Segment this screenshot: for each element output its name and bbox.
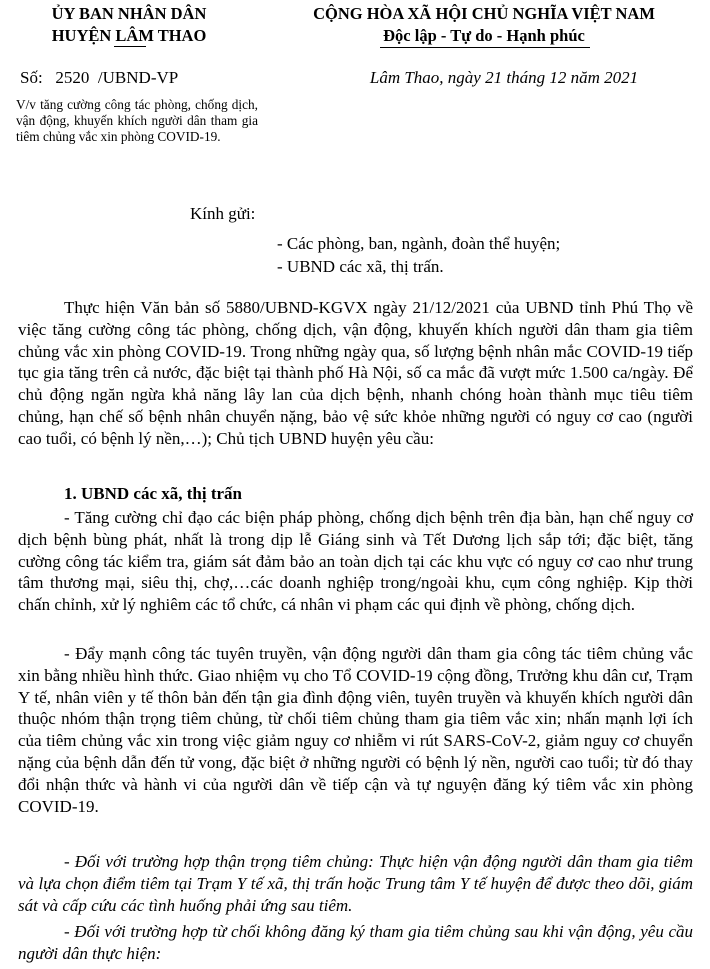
recipient-item: - Các phòng, ban, ngành, đoàn thể huyện; <box>277 234 561 253</box>
issuing-agency <box>18 3 240 47</box>
recipient-item: - UBND các xã, thị trấn. <box>277 257 444 276</box>
motto-underline <box>380 47 590 48</box>
intro-paragraph: Thực hiện Văn bản số 5880/UBND-KGVX ngày 21/12/2021 của UBND tỉnh Phú Thọ về việc tăng cường công tác phòng, chống dịch, vận động, khuyến khích người dân tham gia tiêm chủng vắc xin phòng COVID-19. Trong những ngày qua, số lượng bệnh nhân mắc COVID-19 tiếp tục gia tăng trên cả nước, đặc biệt tại thành phố Hà Nội, số ca mắc đã vượt mức 1.500 ca/ngày. Để chủ động ngăn ngừa khả năng lây lan của dịch bệnh, nhanh chóng hoàn thành mục tiêu tiêm chủng, hạn chế số bệnh nhân chuyển nặng, bảo vệ sức khỏe những người có nguy cơ cao (người cao tuổi, có bệnh lý nền,…); Chủ tịch UBND huyện yêu cầu: <box>18 298 693 448</box>
motto: Độc lập - Tự do - Hạnh phúc <box>383 26 585 45</box>
instruction-paragraph: - Tăng cường chỉ đạo các biện pháp phòng, chống dịch bệnh trên địa bàn, hạn chế nguy cơ dịch bệnh bùng phát, nhất là trong dịp lễ Giáng sinh và Tết Dương lịch sắp tới; đặc biệt, tăng cường công tác kiểm tra, giám sát đảm bảo an toàn dịch tại các khu vực có nguy cơ cao như trung tâm thương mại, siêu thị, chợ,…các doanh nghiệp trong/ngoài khu, cụm công nghiệp. Kịp thời chấn chỉnh, xử lý nghiêm các tổ chức, cá nhân vi phạm các qui định về phòng, chống dịch. <box>18 508 693 615</box>
document-number: Số: 2520 /UBND-VP <box>20 68 179 87</box>
instruction-paragraph-italic: - Đối với trường hợp thận trọng tiêm chủng: Thực hiện vận động người dân tham gia tiêm và lựa chọn điểm tiêm tại Trạm Y tế xã, thị trấn hoặc Trung tâm Y tế huyện để được theo dõi, giám sát và cấp cứu các tình huống phải ứng sau tiêm. <box>18 852 693 915</box>
salutation: Kính gửi: <box>190 204 256 223</box>
section-heading-1: 1. UBND các xã, thị trấn <box>64 484 243 503</box>
place-and-date: Lâm Thao, ngày 21 tháng 12 năm 2021 <box>369 68 639 87</box>
nation-line-1: CỘNG HÒA XÃ HỘI CHỦ NGHĨA VIỆT NAM <box>313 4 655 23</box>
instruction-paragraph-italic: - Đối với trường hợp từ chối không đăng ký tham gia tiêm chủng sau khi vận động, yêu cầu người dân thực hiện: <box>18 922 693 963</box>
document-subject: V/v tăng cường công tác phòng, chống dịch, vận động, khuyến khích người dân tham gia tiêm chủng vắc xin phòng COVID-19. <box>16 97 258 144</box>
recipient-list <box>277 232 560 278</box>
instruction-paragraph: - Đẩy mạnh công tác tuyên truyền, vận động người dân tham gia công tác tiêm chủng vắc xin bằng nhiều hình thức. Giao nhiệm vụ cho Tổ COVID-19 cộng đồng, Trưởng khu dân cư, Trạm Y tế, nhân viên y tế thôn bản đến tận gia đình động viên, tuyên truyền và khuyến khích người dân thuộc nhóm thận trọng tiêm chủng, từ chối tiêm chủng tham gia tiêm vắc xin; nhấn mạnh lợi ích của tiêm chủng vắc xin trong việc giảm nguy cơ nhiễm vi rút SARS-CoV-2, giảm nguy cơ chuyển nặng của bệnh dẫn đến tử vong, đặc biệt ở những người có bệnh lý nền, người cao tuổi; từ đó thay đổi nhận thức và hành vi của người dân về tiếp cận và tự nguyện đăng ký tiêm vắc xin phòng COVID-19. <box>18 644 693 816</box>
agency-underline <box>114 46 146 47</box>
agency-line-2: HUYỆN LÂM THAO <box>51 26 207 45</box>
national-header <box>268 3 700 47</box>
agency-line-1: ỦY BAN NHÂN DÂN <box>51 4 207 23</box>
